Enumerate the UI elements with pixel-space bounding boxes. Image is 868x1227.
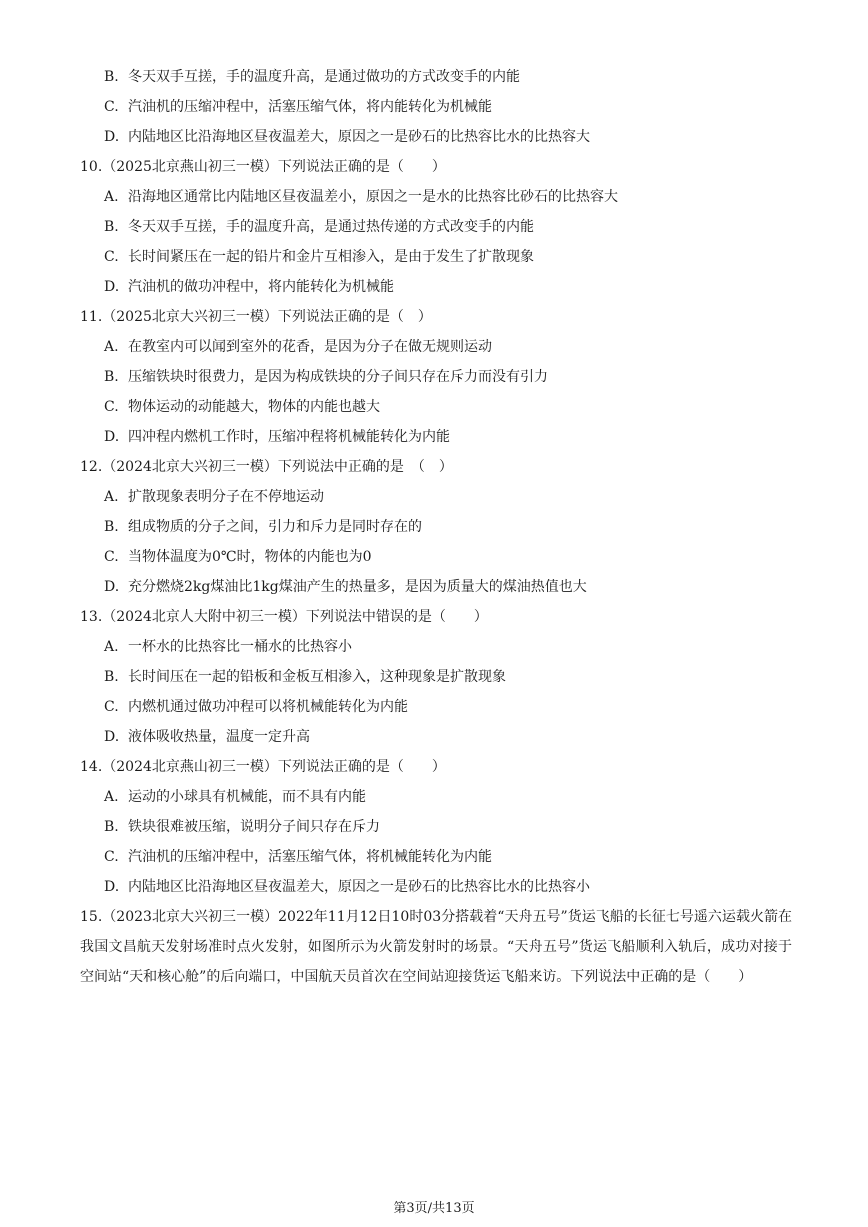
option-text: 长时间压在一起的铅板和金板互相渗入，这种现象是扩散现象 [128,669,506,685]
question-text: （2024北京燕山初三一模）下列说法正确的是（ ） [102,759,446,775]
option-letter: C. [104,699,119,715]
option-text: 液体吸收热量，温度一定升高 [128,729,310,745]
page-number: 第3页/共13页 [393,1201,475,1216]
option-text: 内燃机通过做功冲程可以将机械能转化为内能 [128,699,408,715]
option-text: 组成物质的分子之间，引力和斥力是同时存在的 [128,519,422,535]
option-row [80,512,792,542]
option-letter: B. [104,69,119,85]
question-text: （2025北京大兴初三一模）下列说法正确的是（ ） [102,309,432,325]
option-letter: C. [104,99,119,115]
option-letter: C. [104,249,119,265]
option-row [80,722,792,752]
question-number: 13. [80,609,103,625]
option-text: 沿海地区通常比内陆地区昼夜温差小，原因之一是水的比热容比砂石的比热容大 [128,189,618,205]
option-letter: B. [104,219,119,235]
option-text: 充分燃烧2kg煤油比1kg煤油产生的热量多，是因为质量大的煤油热值也大 [128,579,587,595]
page-footer [0,1200,868,1218]
option-letter: D. [104,279,120,295]
option-letter: D. [104,579,120,595]
option-text: 长时间紧压在一起的铅片和金片互相渗入，是由于发生了扩散现象 [128,249,534,265]
option-letter: A. [104,639,119,655]
option-text: 内陆地区比沿海地区昼夜温差大，原因之一是砂石的比热容比水的比热容大 [128,129,590,145]
option-text: 汽油机的压缩冲程中，活塞压缩气体，将机械能转化为内能 [128,849,492,865]
question-number: 14. [80,759,103,775]
question-number: 11. [80,309,103,325]
option-row [80,812,792,842]
question-text: （2023北京大兴初三一模）2022年11月12日10时03分搭载着“天舟五号”货运飞船的长征七号遥六运载火箭在我国文昌航天发射场准时点火发射，如图所示为火箭发射时的场景。“天舟五号”货运飞船顺利入轨后，成功对接于空间站“天和核心舱”的后向端口，中国航天员首次在空间站迎接货运飞船来访。下列说法中正确的是（ ） [80,909,792,985]
option-row [80,122,792,152]
question-stem [80,302,792,332]
option-text: 四冲程内燃机工作时，压缩冲程将机械能转化为内能 [128,429,450,445]
option-text: 在教室内可以闻到室外的花香，是因为分子在做无规则运动 [128,339,492,355]
option-row [80,272,792,302]
option-text: 内陆地区比沿海地区昼夜温差大，原因之一是砂石的比热容比水的比热容小 [128,879,590,895]
question-number: 15. [80,909,103,925]
option-letter: A. [104,489,119,505]
option-letter: A. [104,789,119,805]
question-paragraph [80,902,792,992]
option-letter: B. [104,519,119,535]
question-text: （2025北京燕山初三一模）下列说法正确的是（ ） [102,159,446,175]
option-row [80,62,792,92]
question-number: 12. [80,459,103,475]
option-text: 冬天双手互搓，手的温度升高，是通过做功的方式改变手的内能 [128,69,520,85]
option-letter: D. [104,879,120,895]
question-text: （2024北京人大附中初三一模）下列说法中错误的是（ ） [102,609,488,625]
option-text: 运动的小球具有机械能，而不具有内能 [128,789,366,805]
question-text: （2024北京大兴初三一模）下列说法中正确的是 （ ） [102,459,453,475]
option-row [80,692,792,722]
option-letter: D. [104,129,120,145]
option-row [80,392,792,422]
option-letter: C. [104,849,119,865]
option-row [80,482,792,512]
option-text: 扩散现象表明分子在不停地运动 [128,489,324,505]
option-row [80,332,792,362]
option-text: 物体运动的动能越大，物体的内能也越大 [128,399,380,415]
option-text: 汽油机的压缩冲程中，活塞压缩气体，将内能转化为机械能 [128,99,492,115]
option-letter: B. [104,819,119,835]
option-letter: C. [104,399,119,415]
option-row [80,362,792,392]
option-row [80,872,792,902]
option-row [80,662,792,692]
option-row [80,782,792,812]
option-row [80,422,792,452]
question-list [80,62,792,992]
option-row [80,242,792,272]
option-row [80,842,792,872]
option-text: 压缩铁块时很费力，是因为构成铁块的分子间只存在斥力而没有引力 [128,369,548,385]
option-row [80,572,792,602]
question-stem [80,152,792,182]
question-number: 10. [80,159,103,175]
option-letter: D. [104,429,120,445]
option-row [80,542,792,572]
option-row [80,92,792,122]
option-letter: C. [104,549,119,565]
option-letter: B. [104,369,119,385]
option-text: 当物体温度为0℃时，物体的内能也为0 [128,549,372,565]
option-text: 一杯水的比热容比一桶水的比热容小 [128,639,352,655]
option-text: 铁块很难被压缩，说明分子间只存在斥力 [128,819,380,835]
question-stem [80,452,792,482]
option-row [80,182,792,212]
option-text: 冬天双手互搓，手的温度升高，是通过热传递的方式改变手的内能 [128,219,534,235]
question-stem [80,752,792,782]
option-letter: A. [104,339,119,355]
option-letter: D. [104,729,120,745]
option-row [80,632,792,662]
option-letter: B. [104,669,119,685]
option-letter: A. [104,189,119,205]
question-stem [80,602,792,632]
option-row [80,212,792,242]
option-text: 汽油机的做功冲程中，将内能转化为机械能 [128,279,394,295]
